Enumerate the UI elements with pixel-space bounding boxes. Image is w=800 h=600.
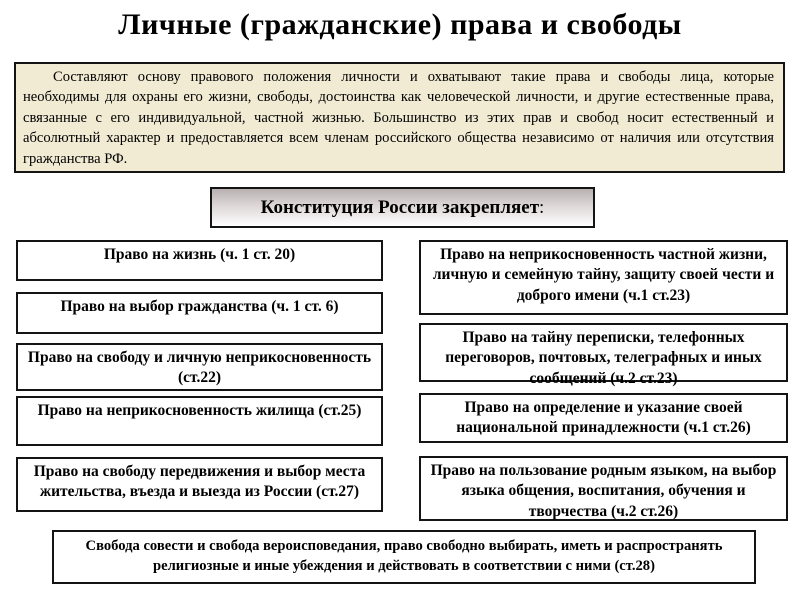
constitution-header-colon: : [539, 197, 545, 218]
right-to-home-inviolability-box: Право на неприкосновенность жилища (ст.25) [16, 396, 383, 446]
right-to-secrecy-of-correspondence-box: Право на тайну переписки, телефонных переговоров, почтовых, телеграфных и иных сообщений (ч.2 ст.23) [419, 323, 788, 382]
constitution-header-box [210, 187, 595, 228]
page-title: Личные (гражданские) права и свободы [118, 8, 682, 41]
right-to-native-language-box: Право на пользование родным языком, на выбор языка общения, воспитания, обучения и творчества (ч.2 ст.26) [419, 456, 788, 521]
right-to-freedom-personal-inviolability-box: Право на свободу и личную неприкосновенность (ст.22) [16, 343, 383, 391]
intro-text: Составляют основу правового положения личности и охватывают такие права и свободы лица, которые необходимы для охраны его жизни, свободы, достоинства как человеческой личности, и другие естественные права, связанные с его индивидуальной, частной жизнью. Большинство из этих прав и свобод носит естественный и абсолютный характер и предоставляется всем членам российского общества независимо от наличия или отсутствия гражданства РФ. [23, 69, 774, 167]
right-to-national-identity-box: Право на определение и указание своей национальной принадлежности (ч.1 ст.26) [419, 393, 788, 443]
constitution-header-label: Конституция России закрепляет [260, 197, 540, 218]
intro-box [14, 62, 785, 173]
right-to-private-life-box: Право на неприкосновенность частной жизни, личную и семейную тайну, защиту своей чести и доброго имени (ч.1 ст.23) [419, 240, 788, 315]
freedom-of-conscience-box: Свобода совести и свобода вероисповедания, право свободно выбирать, иметь и распространять религиозные и иные убеждения и действовать в соответствии с ними (ст.28) [52, 530, 756, 584]
right-to-citizenship-choice-box: Право на выбор гражданства (ч. 1 ст. 6) [16, 292, 383, 334]
right-to-life-box: Право на жизнь (ч. 1 ст. 20) [16, 240, 383, 281]
right-to-freedom-of-movement-box: Право на свободу передвижения и выбор места жительства, въезда и выезда из России (ст.27) [16, 457, 383, 512]
